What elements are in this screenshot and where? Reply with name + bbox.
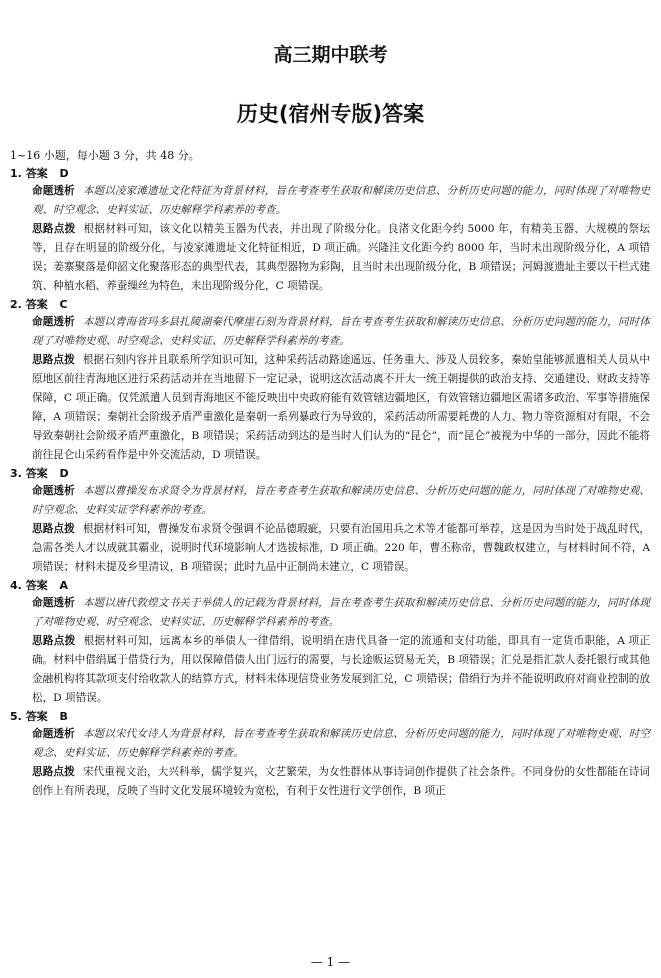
question-header	[10, 709, 650, 725]
question-header	[10, 466, 650, 482]
question-number: 2.	[10, 298, 22, 311]
answer-label: 答案	[25, 167, 48, 180]
comment-paragraph	[32, 482, 650, 520]
analysis-paragraph	[32, 632, 650, 708]
comment-label: 命题透析	[32, 485, 75, 497]
analysis-text: 根据材料可知，远离本乡的举债人一律借绢，说明绢在唐代具备一定的流通和支付功能，即具有一定货币职能，A 项正确。材料中借绢属于借贷行为，用以保障借债人出门远行的需要，与长途贩运贸易无关，B 项错误；汇兑是指汇款人委托银行或其他金融机构将其款项支付给收款人的结算方式，材料未体现信贷业务发展到汇兑，C 项错误；借绢行为并不能说明政府对商业控制的放松，D 项错误。	[32, 635, 650, 704]
comment-text: 本题以凌家滩遗址文化特征为背景材料，旨在考查考生获取和解读历史信息、分析历史问题的能力，同时体现了对唯物史观、时空观念、史料实证、历史解释学科素养的考查。	[32, 185, 651, 216]
answer-value: A	[59, 579, 69, 592]
answer-value: D	[59, 167, 69, 180]
page-subtitle: 历史(宿州专版)答案	[236, 102, 425, 126]
analysis-paragraph	[32, 520, 650, 577]
answer-value: B	[59, 710, 68, 723]
comment-label: 命题透析	[32, 597, 75, 609]
answer-label: 答案	[25, 579, 48, 592]
comment-text: 本题以曹操发布求贤令为背景材料，旨在考查考生获取和解读历史信息、分析历史问题的能力，同时体现了对唯物史观、时空观念、史料实证学科素养的考查。	[32, 485, 651, 516]
comment-paragraph	[32, 313, 650, 351]
question-header	[10, 297, 650, 313]
analysis-text: 根据石刻内容并且联系所学知识可知，这种采药活动路途遥远、任务重大、涉及人员较多，秦始皇能够派遣相关人员从中原地区前往青海地区进行采药活动并在当地留下一定记录，说明这次活动离不开大一统王朝提供的政治支持、交通建设、财政支持等保障，C 项正确。仅凭派遣人员到青海地区不能反映出中央政府能有效管辖边疆地区，有效管辖边疆地区需诸多政治、军事等措施保障，A 项错误；秦朝社会阶级矛盾严重激化是秦朝一系列暴政行为导致的，采药活动所需要耗费的人力、物力等资源相对有限，不会导致秦朝社会阶级矛盾严重激化，B 项错误；采药活动到达的是当时人们认为的“昆仑”，而“昆仑”被视为中华的一部分，因此不能将前往昆仑山采药看作是中外交流活动，D 项错误。	[32, 354, 651, 461]
analysis-label: 思路点拨	[32, 354, 75, 366]
analysis-label: 思路点拨	[32, 523, 75, 535]
analysis-text: 根据材料可知，该文化以精美玉器为代表，并出现了阶级分化。良渚文化距今约 5000 年，有精美玉器、大规模的祭坛等，且存在明显的阶级分化，与凌家滩遗址文化特征相近，D 项正确。兴隆洼文化距今约 8000 年，当时未出现阶级分化，A 项错误；姜寨聚落是仰韶文化聚落形态的典型代表，其典型器物为彩陶，且当时未出现阶级分化，B 项错误；河姆渡遗址主要以干栏式建筑、种植水稻、养蚕缫丝为特色，未出现阶级分化，C 项错误。	[32, 223, 650, 292]
intro-text: 1~16 小题，每小题 3 分，共 48 分。	[10, 149, 200, 162]
analysis-paragraph	[32, 351, 650, 465]
analysis-text: 根据材料可知，曹操发布求贤令强调不论品德瑕疵，只要有治国用兵之术等才能都可举荐，这是因为当时处于战乱时代，急需各类人才以成就其霸业，说明时代环境影响人才选拔标准，D 项正确。220 年，曹丕称帝，曹魏政权建立，与材料时间不符，A 项错误；材料未提及乡里清议，B 项错误；此时九品中正制尚未建立，C 项错误。	[32, 523, 651, 573]
answer-label: 答案	[25, 710, 48, 723]
analysis-paragraph	[32, 220, 650, 296]
question-header	[10, 578, 650, 594]
page-title: 高三期中联考	[273, 44, 388, 66]
answer-content	[10, 148, 650, 802]
comment-label: 命题透析	[32, 728, 75, 740]
comment-text: 本题以青海省玛多县扎陵湖秦代摩崖石刻为背景材料，旨在考查考生获取和解读历史信息、分析历史问题的能力，同时体现了对唯物史观、时空观念、史料实证、历史解释学科素养的考查。	[32, 316, 651, 347]
question-number: 4.	[10, 579, 22, 592]
question-item	[10, 466, 650, 577]
question-number: 3.	[10, 467, 22, 480]
question-item	[10, 578, 650, 708]
question-item	[10, 297, 650, 465]
comment-paragraph	[32, 182, 650, 220]
page-number: — 1 —	[310, 955, 351, 969]
question-number: 5.	[10, 710, 22, 723]
question-item	[10, 709, 650, 801]
comment-paragraph	[32, 594, 650, 632]
answer-label: 答案	[25, 298, 48, 311]
answer-label: 答案	[25, 467, 48, 480]
answer-value: C	[59, 298, 68, 311]
analysis-paragraph	[32, 763, 650, 801]
analysis-label: 思路点拨	[32, 635, 76, 647]
analysis-text: 宋代重视文治，大兴科举，儒学复兴，文艺繁荣，为女性群体从事诗词创作提供了社会条件。不同身份的女性都能在诗词创作上有所表现，反映了当时文化发展环境较为宽松，有利于女性进行文学创作，B 项正	[32, 766, 651, 797]
question-header	[10, 166, 650, 182]
analysis-label: 思路点拨	[32, 766, 75, 778]
answer-value: D	[59, 467, 69, 480]
analysis-label: 思路点拨	[32, 223, 76, 235]
comment-text: 本题以宋代女诗人为背景材料，旨在考查考生获取和解读历史信息、分析历史问题的能力，同时体现了对唯物史观、时空观念、史料实证、历史解释学科素养的考查。	[32, 728, 651, 759]
comment-label: 命题透析	[32, 185, 75, 197]
question-number: 1.	[10, 167, 22, 180]
question-item	[10, 166, 650, 296]
comment-paragraph	[32, 725, 650, 763]
comment-label: 命题透析	[32, 316, 75, 328]
comment-text: 本题以唐代敦煌文书关于举债人的记载为背景材料，旨在考查考生获取和解读历史信息、分析历史问题的能力，同时体现了对唯物史观、时空观念、史料实证、历史解释学科素养的考查。	[32, 597, 651, 628]
